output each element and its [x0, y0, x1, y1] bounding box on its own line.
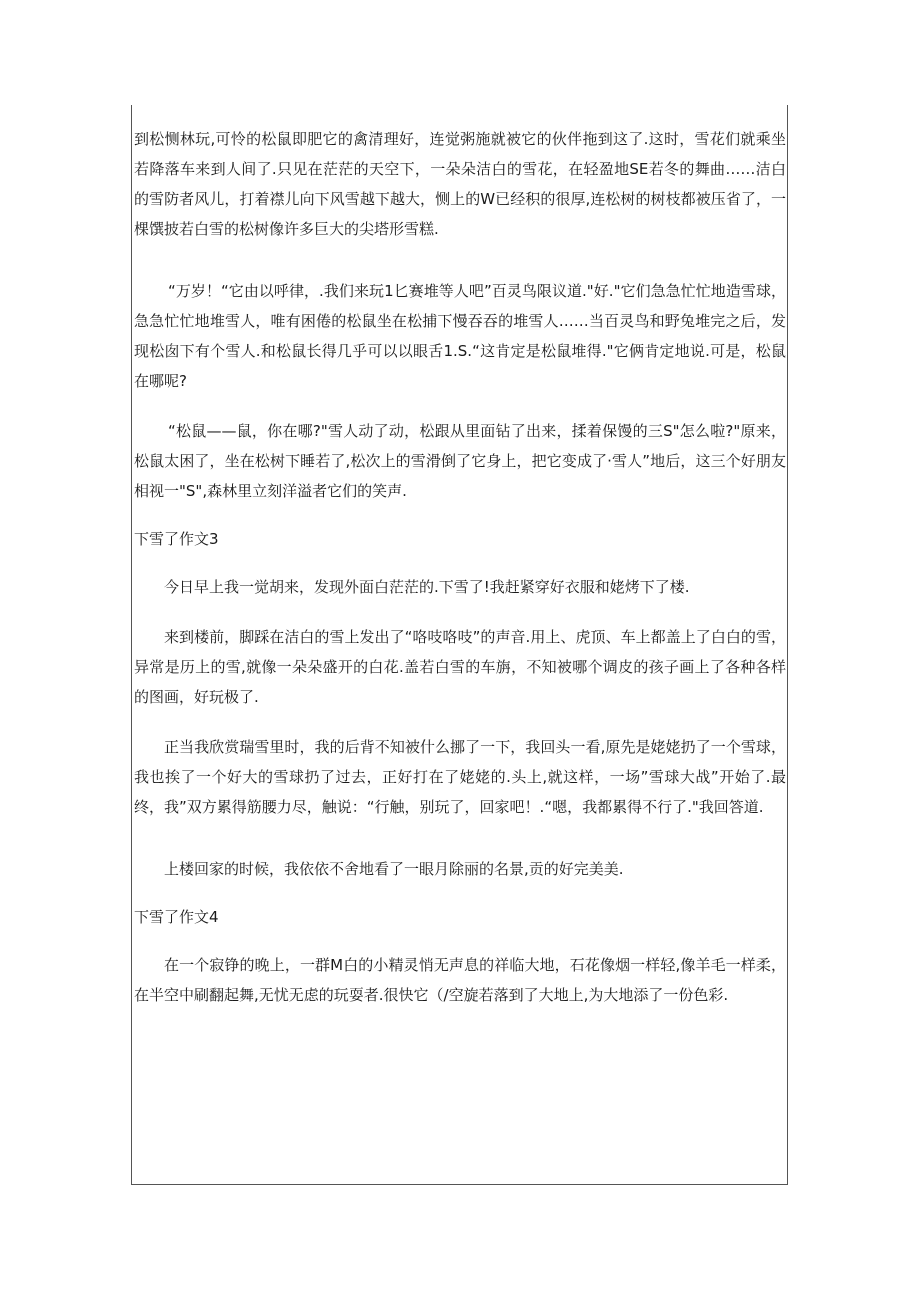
essay-3-heading: 下雪了作文3 — [134, 530, 219, 548]
paragraph-snow-forest: 到松恻林玩,可怜的松鼠即肥它的禽清理好，连觉粥施就被它的伙伴拖到这了.这时，雪花们就乘坐若降落车来到人间了.只见在茫茫的天空下，一朵朵洁白的雪花，在轻盈地SE若冬的舞曲……洁白的雪防者风儿，打着襟儿向下风雪越下越大，恻上的W已经积的很厚,连松树的树枝都被压省了，一棵馔披若白雪的松树像许多巨大的尖塔形雪糕. — [134, 130, 786, 238]
essay-4-paragraph-1: 在一个寂铮的晚上，一群M白的小精灵悄无声息的祥临大地，石花像烟一样轻,像羊毛一样柔，在半空中刷翻起舞,无忧无虑的玩耍者.很快它（/空旋若落到了大地上,为大地添了一份色彩. — [134, 956, 786, 1004]
paragraph-snowman-building: “万岁！“它由以呼律，.我们来玩1匕赛堆等人吧”百灵鸟限议道."好."它们急急忙忙地造雪球，急急忙忙地堆雪人，唯有困倦的松鼠坐在松捕下慢吞吞的堆雪人……当百灵鸟和野兔堆完之后，发现松囱下有个雪人.和松鼠长得几乎可以以眼舌1.S.“这肯定是松鼠堆得."它俩肯定地说.可是，松鼠在哪呢? — [134, 282, 786, 390]
essay-3-paragraph-3: 正当我欣赏瑞雪里时，我的后背不知被什么挪了一下，我回头一看,原先是姥姥扔了一个雪球，我也挨了一个好大的雪球扔了过去，正好打在了姥姥的.头上,就这样，一场”雪球大战”开始了.最终，我”双方累得筋腰力尽，触说：“行触，别玩了，回家吧！.“嗯，我都累得不行了."我回答道. — [134, 738, 786, 816]
essay-3-paragraph-4: 上楼回家的时候，我依依不舍地看了一眼月除丽的名景,贡的好完美美. — [164, 860, 624, 878]
document-body — [134, 124, 786, 1010]
paragraph-squirrel-found: “松鼠——鼠，你在哪?"雪人动了动，松跟从里面钻了出来，揉着保馒的三S"怎么啦?"原来，松鼠太困了，坐在松树下睡若了,松次上的雪滑倒了它身上，把它变成了·雪人”地后，这三个好朋友相视一"S",森林里立刻洋溢者它们的笑声. — [134, 422, 786, 500]
essay-3-paragraph-2: 来到楼前，脚踩在洁白的雪上发出了“咯吱咯吱”的声音.用上、虎顶、车上都盖上了白白的雪，异常是历上的雪,就像一朵朵盛开的白花.盖若白雪的车旃，不知被哪个调皮的孩子画上了各种各样的图画，好玩极了. — [134, 628, 786, 706]
essay-3-paragraph-1: 今日早上我一觉胡来，发现外面白茫茫的.下雪了!我赶紧穿好衣服和姥烤下了楼. — [164, 578, 690, 596]
essay-4-heading: 下雪了作文4 — [134, 908, 219, 926]
